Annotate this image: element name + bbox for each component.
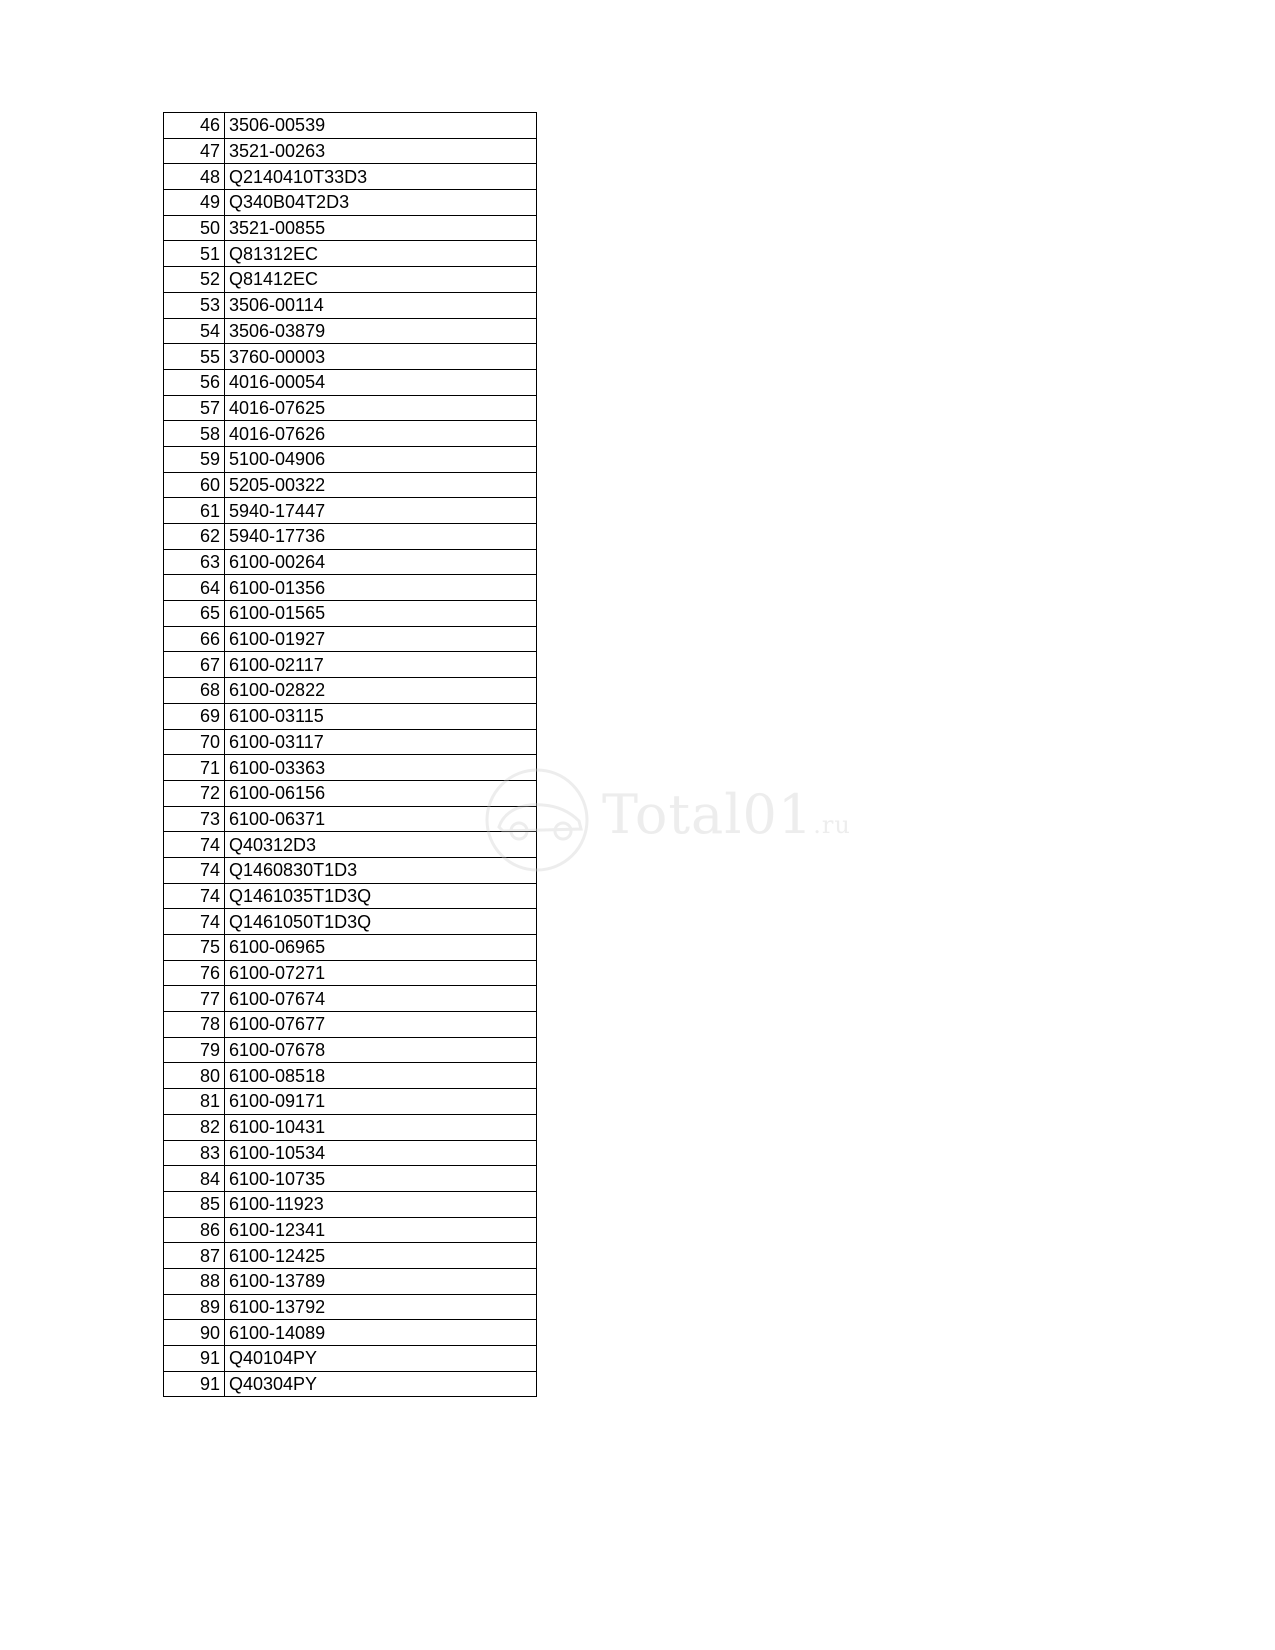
part-code: 4016-00054 [225, 369, 537, 395]
part-code: Q1460830T1D3 [225, 857, 537, 883]
row-number: 78 [164, 1012, 225, 1038]
row-number: 91 [164, 1346, 225, 1372]
table-row [164, 1346, 537, 1372]
part-code: 6100-03115 [225, 703, 537, 729]
row-number: 67 [164, 652, 225, 678]
part-code: 6100-07677 [225, 1012, 537, 1038]
table-row [164, 703, 537, 729]
table-row [164, 935, 537, 961]
table-row [164, 857, 537, 883]
watermark-text: Total01.ru [602, 783, 851, 846]
table-row [164, 729, 537, 755]
part-code: 6100-10534 [225, 1140, 537, 1166]
table-row [164, 241, 537, 267]
row-number: 90 [164, 1320, 225, 1346]
part-code: 6100-08518 [225, 1063, 537, 1089]
table-row [164, 1012, 537, 1038]
row-number: 81 [164, 1089, 225, 1115]
row-number: 65 [164, 601, 225, 627]
row-number: 61 [164, 498, 225, 524]
row-number: 64 [164, 575, 225, 601]
row-number: 91 [164, 1371, 225, 1397]
table-row [164, 1268, 537, 1294]
part-code: 3521-00855 [225, 215, 537, 241]
row-number: 74 [164, 883, 225, 909]
part-code: 4016-07625 [225, 395, 537, 421]
table-row [164, 652, 537, 678]
table-row [164, 755, 537, 781]
table-row [164, 1037, 537, 1063]
row-number: 88 [164, 1268, 225, 1294]
table-row [164, 780, 537, 806]
row-number: 82 [164, 1114, 225, 1140]
table-row [164, 549, 537, 575]
row-number: 74 [164, 857, 225, 883]
table-row [164, 1140, 537, 1166]
row-number: 77 [164, 986, 225, 1012]
table-row [164, 344, 537, 370]
table-row [164, 678, 537, 704]
part-code: 6100-12341 [225, 1217, 537, 1243]
part-code: 6100-07678 [225, 1037, 537, 1063]
table-row [164, 883, 537, 909]
table-row [164, 1294, 537, 1320]
part-code: 6100-01927 [225, 626, 537, 652]
row-number: 63 [164, 549, 225, 575]
row-number: 49 [164, 190, 225, 216]
parts-table-body [164, 113, 537, 1397]
part-code: 3521-00263 [225, 138, 537, 164]
part-code: 6100-00264 [225, 549, 537, 575]
row-number: 55 [164, 344, 225, 370]
row-number: 86 [164, 1217, 225, 1243]
part-code: Q40304PY [225, 1371, 537, 1397]
table-row [164, 318, 537, 344]
part-code: 6100-02822 [225, 678, 537, 704]
part-code: Q2140410T33D3 [225, 164, 537, 190]
part-code: Q40312D3 [225, 832, 537, 858]
table-row [164, 164, 537, 190]
row-number: 66 [164, 626, 225, 652]
part-code: 6100-06371 [225, 806, 537, 832]
row-number: 56 [164, 369, 225, 395]
table-row [164, 498, 537, 524]
part-code: 3506-00114 [225, 292, 537, 318]
table-row [164, 1114, 537, 1140]
part-code: 5205-00322 [225, 472, 537, 498]
table-row [164, 601, 537, 627]
table-row [164, 190, 537, 216]
part-code: 6100-07674 [225, 986, 537, 1012]
part-code: 5100-04906 [225, 446, 537, 472]
row-number: 69 [164, 703, 225, 729]
table-row [164, 1166, 537, 1192]
part-code: 5940-17447 [225, 498, 537, 524]
row-number: 59 [164, 446, 225, 472]
row-number: 76 [164, 960, 225, 986]
part-code: Q40104PY [225, 1346, 537, 1372]
row-number: 54 [164, 318, 225, 344]
part-code: 6100-02117 [225, 652, 537, 678]
table-row [164, 524, 537, 550]
part-code: Q81312EC [225, 241, 537, 267]
row-number: 85 [164, 1191, 225, 1217]
row-number: 62 [164, 524, 225, 550]
table-row [164, 1371, 537, 1397]
part-code: 6100-06965 [225, 935, 537, 961]
row-number: 79 [164, 1037, 225, 1063]
row-number: 68 [164, 678, 225, 704]
row-number: 89 [164, 1294, 225, 1320]
table-row [164, 215, 537, 241]
part-code: 6100-10431 [225, 1114, 537, 1140]
parts-table [163, 112, 537, 1397]
part-code: 6100-13789 [225, 1268, 537, 1294]
part-code: Q1461050T1D3Q [225, 909, 537, 935]
part-code: Q1461035T1D3Q [225, 883, 537, 909]
part-code: 6100-01565 [225, 601, 537, 627]
row-number: 52 [164, 267, 225, 293]
table-row [164, 806, 537, 832]
row-number: 46 [164, 113, 225, 139]
part-code: 4016-07626 [225, 421, 537, 447]
table-row [164, 395, 537, 421]
table-row [164, 575, 537, 601]
table-row [164, 446, 537, 472]
table-row [164, 1191, 537, 1217]
table-row [164, 832, 537, 858]
part-code: 6100-14089 [225, 1320, 537, 1346]
table-row [164, 1089, 537, 1115]
row-number: 73 [164, 806, 225, 832]
part-code: 5940-17736 [225, 524, 537, 550]
row-number: 84 [164, 1166, 225, 1192]
part-code: 6100-11923 [225, 1191, 537, 1217]
part-code: 6100-12425 [225, 1243, 537, 1269]
table-row [164, 113, 537, 139]
table-row [164, 292, 537, 318]
table-row [164, 1320, 537, 1346]
table-row [164, 1063, 537, 1089]
table-row [164, 960, 537, 986]
part-code: 6100-03363 [225, 755, 537, 781]
part-code: 6100-01356 [225, 575, 537, 601]
part-code: 6100-06156 [225, 780, 537, 806]
table-row [164, 909, 537, 935]
table-row [164, 267, 537, 293]
row-number: 87 [164, 1243, 225, 1269]
row-number: 60 [164, 472, 225, 498]
row-number: 70 [164, 729, 225, 755]
part-code: 3760-00003 [225, 344, 537, 370]
row-number: 75 [164, 935, 225, 961]
row-number: 58 [164, 421, 225, 447]
table-row [164, 1243, 537, 1269]
row-number: 47 [164, 138, 225, 164]
part-code: 6100-13792 [225, 1294, 537, 1320]
table-row [164, 421, 537, 447]
part-code: 6100-10735 [225, 1166, 537, 1192]
table-row [164, 986, 537, 1012]
row-number: 74 [164, 909, 225, 935]
part-code: 6100-03117 [225, 729, 537, 755]
row-number: 57 [164, 395, 225, 421]
part-code: 6100-07271 [225, 960, 537, 986]
part-code: 6100-09171 [225, 1089, 537, 1115]
table-row [164, 138, 537, 164]
row-number: 48 [164, 164, 225, 190]
row-number: 72 [164, 780, 225, 806]
table-row [164, 1217, 537, 1243]
table-row [164, 626, 537, 652]
row-number: 51 [164, 241, 225, 267]
row-number: 74 [164, 832, 225, 858]
row-number: 71 [164, 755, 225, 781]
row-number: 80 [164, 1063, 225, 1089]
table-row [164, 472, 537, 498]
table-row [164, 369, 537, 395]
part-code: 3506-00539 [225, 113, 537, 139]
row-number: 50 [164, 215, 225, 241]
part-code: Q81412EC [225, 267, 537, 293]
row-number: 83 [164, 1140, 225, 1166]
part-code: 3506-03879 [225, 318, 537, 344]
part-code: Q340B04T2D3 [225, 190, 537, 216]
row-number: 53 [164, 292, 225, 318]
